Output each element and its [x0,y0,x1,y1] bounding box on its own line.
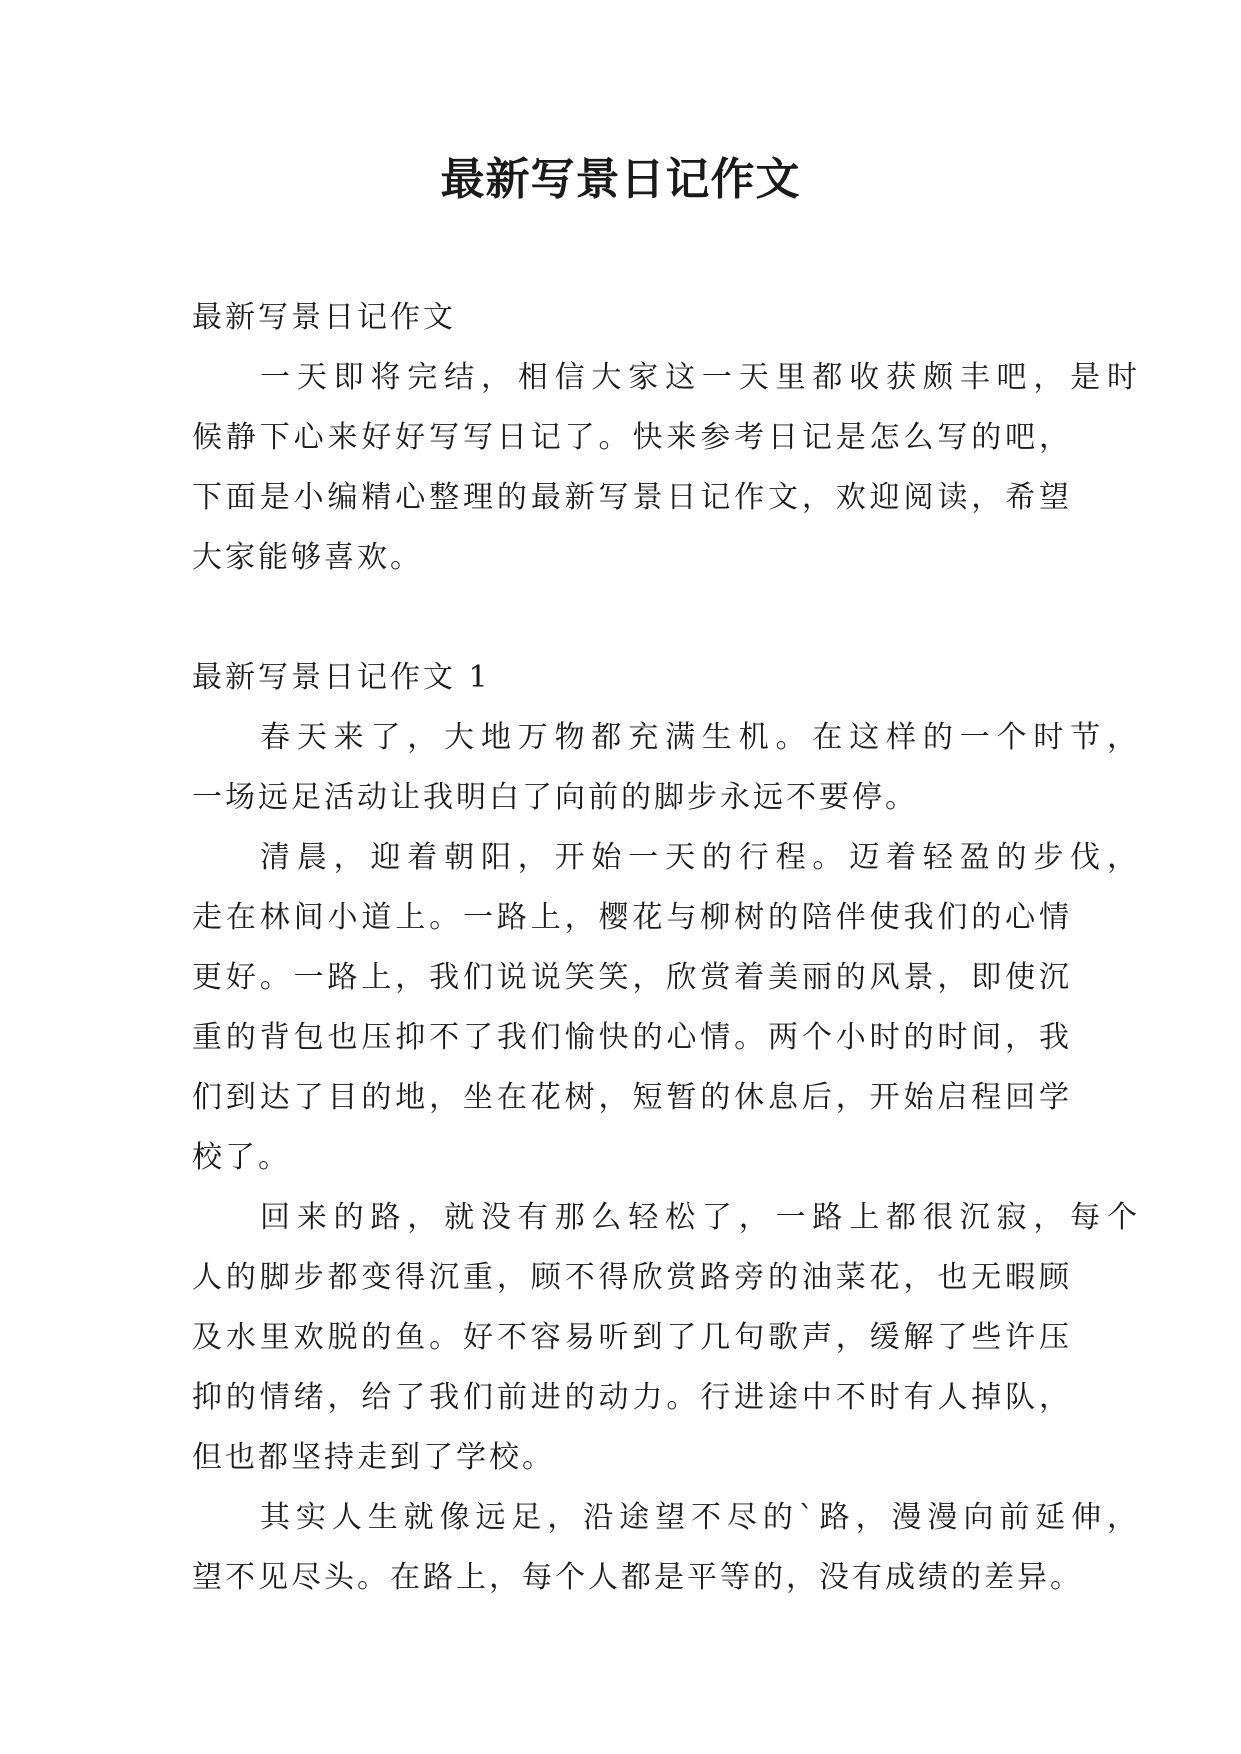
paragraph-line: 们到达了目的地，坐在花树，短暂的休息后，开始启程回学 [192,1080,1072,1115]
section-heading: 最新写景日记作文 1 [192,660,491,695]
subtitle: 最新写景日记作文 [192,300,456,335]
paragraph-line: 其实人生就像远足，沿途望不尽的`路，漫漫向前延伸， [260,1500,1140,1535]
document-title: 最新写景日记作文 [440,154,801,205]
paragraph-line: 及水里欢脱的鱼。好不容易听到了几句歌声，缓解了些许压 [192,1320,1072,1355]
paragraph-2 [192,828,1140,1188]
intro-line: 下面是小编精心整理的最新写景日记作文，欢迎阅读，希望 [192,480,1072,515]
paragraph-gap [192,588,1072,648]
paragraph-line: 清晨，迎着朝阳，开始一天的行程。迈着轻盈的步伐， [260,840,1140,875]
paragraph-line: 走在林间小道上。一路上，樱花与柳树的陪伴使我们的心情 [192,900,1072,935]
paragraph-line: 重的背包也压抑不了我们愉快的心情。两个小时的时间，我 [192,1020,1072,1055]
intro-line: 大家能够喜欢。 [192,540,423,575]
paragraph-1 [192,708,1140,828]
paragraph-4 [192,1488,1140,1608]
paragraph-line: 抑的情绪，给了我们前进的动力。行进途中不时有人掉队， [192,1380,1072,1415]
paragraph-line: 回来的路，就没有那么轻松了，一路上都很沉寂，每个 [260,1200,1140,1235]
paragraph-line: 春天来了，大地万物都充满生机。在这样的一个时节， [260,720,1140,755]
paragraph-line: 但也都坚持走到了学校。 [192,1440,555,1475]
paragraph-line: 更好。一路上，我们说说笑笑，欣赏着美丽的风景，即使沉 [192,960,1072,995]
paragraph-line: 人的脚步都变得沉重，顾不得欣赏路旁的油菜花，也无暇顾 [192,1260,1072,1295]
intro-line: 一天即将完结，相信大家这一天里都收获颇丰吧，是时 [260,360,1140,395]
paragraph-line: 望不见尽头。在路上，每个人都是平等的，没有成绩的差异。 [192,1560,1083,1595]
paragraph-3 [192,1188,1140,1488]
intro-paragraph [192,348,1140,588]
paragraph-line: 一场远足活动让我明白了向前的脚步永远不要停。 [192,780,918,815]
intro-line: 候静下心来好好写写日记了。快来参考日记是怎么写的吧， [192,420,1072,455]
paragraph-line: 校了。 [192,1140,291,1175]
document-body [192,288,1140,1608]
